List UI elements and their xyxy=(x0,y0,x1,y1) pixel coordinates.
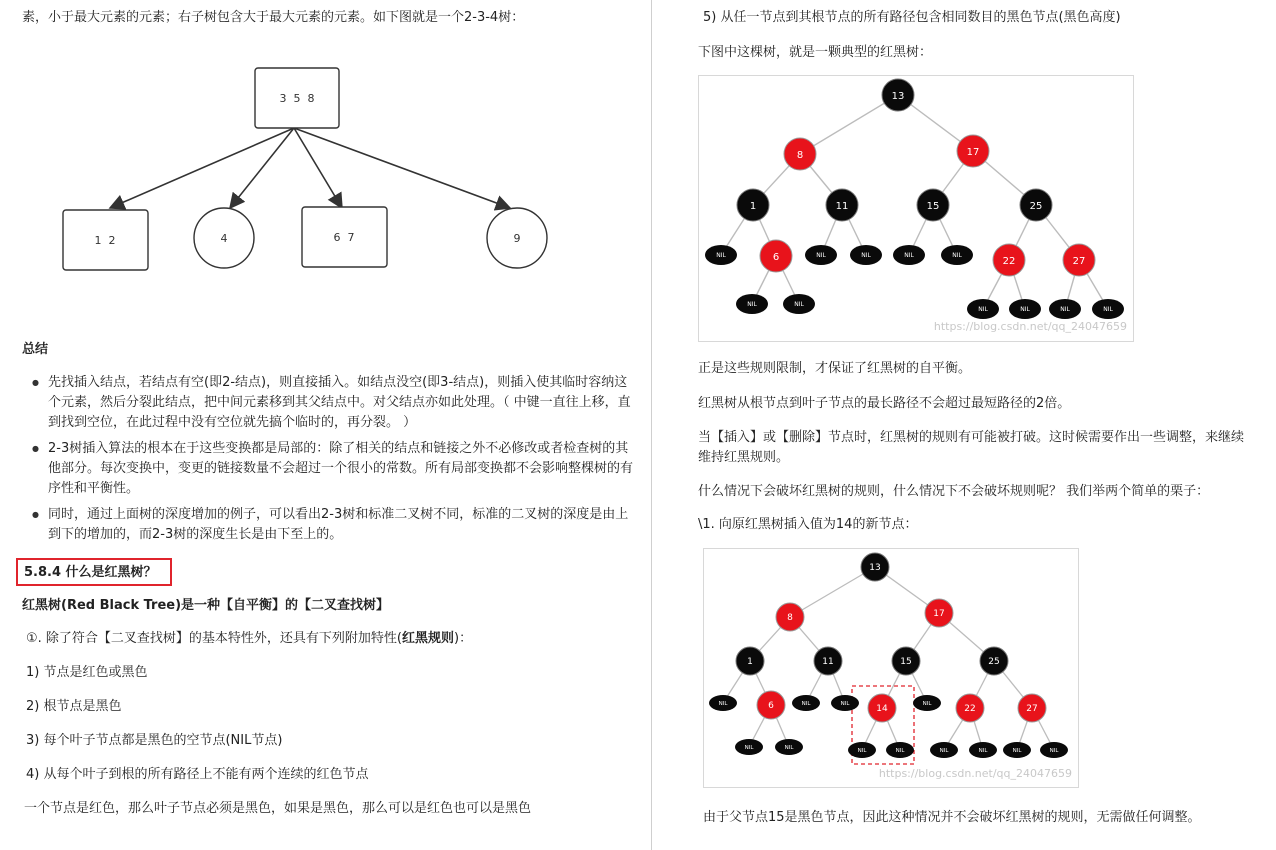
t1-label-22: 22 xyxy=(1002,256,1016,267)
section-heading-box xyxy=(16,558,172,586)
t2-nil-label-1: NIL xyxy=(718,701,728,707)
t1-nil-label-7: NIL xyxy=(794,301,804,308)
t2-nil-label-6: NIL xyxy=(784,745,794,751)
conclusion-text: 由于父节点15是黑色节点，因此这种情况并不会破坏红黑树的规则，无需做任何调整。 xyxy=(703,810,1201,825)
t1-nil-label-8: NIL xyxy=(978,306,988,313)
tree-234-label-4: 4 xyxy=(220,232,228,245)
t2-nil-label-11: NIL xyxy=(1012,748,1022,754)
tree-234-label-6-7: 6 7 xyxy=(333,231,355,244)
t1-nil-label-9: NIL xyxy=(1020,306,1030,313)
rb-tree-svg-1 xyxy=(699,76,1133,341)
t1-label-1: 1 xyxy=(749,201,757,212)
rule-4: 4) 从每个叶子到根的所有路径上不能有两个连续的红色节点 xyxy=(26,767,369,782)
t1-label-27: 27 xyxy=(1072,256,1086,267)
t1-nil-label-4: NIL xyxy=(904,252,914,259)
t1-label-8: 8 xyxy=(796,150,804,161)
summary-title: 总结 xyxy=(22,342,49,357)
example-1-title: \1. 向原红黑树插入值为14的新节点： xyxy=(698,517,918,532)
tree-234-edges xyxy=(110,128,510,208)
t2-nil-label-12: NIL xyxy=(1049,748,1059,754)
t2-nil-label-2: NIL xyxy=(801,701,811,707)
t2-label-8: 8 xyxy=(787,613,793,623)
edge-root-to-6-7 xyxy=(294,128,342,208)
t1-nil-label-11: NIL xyxy=(1103,306,1113,313)
t1-edge-13-8 xyxy=(800,95,898,154)
rb-tree-figure-2 xyxy=(703,548,1079,788)
t1-nil-label-6: NIL xyxy=(747,301,757,308)
property-intro xyxy=(26,629,472,649)
property-intro-suffix: )： xyxy=(454,631,473,646)
t2-nil-label-7: NIL xyxy=(857,748,867,754)
t2-label-22: 22 xyxy=(964,704,976,714)
section-heading: 5.8.4 什么是红黑树？ xyxy=(24,565,157,580)
tree-234-label-1-2: 1 2 xyxy=(94,234,116,247)
tree-234-label-9: 9 xyxy=(513,232,521,245)
t1-label-25: 25 xyxy=(1029,201,1043,212)
t2-label-11: 11 xyxy=(822,657,834,667)
edge-root-to-9 xyxy=(294,128,510,208)
summary-bullet-list xyxy=(22,373,638,551)
property-intro-prefix: ①. 除了符合【二叉查找树】的基本特性外，还具有下列附加特性( xyxy=(26,631,402,646)
t1-label-15: 15 xyxy=(926,201,940,212)
para-balance: 正是这些规则限制，才保证了红黑树的自平衡。 xyxy=(698,361,972,376)
t1-nil-label-5: NIL xyxy=(952,252,962,259)
t2-label-25: 25 xyxy=(988,657,1000,667)
typical-tree-intro: 下图中这棵树，就是一颗典型的红黑树： xyxy=(698,45,933,60)
rb-tree-svg-2 xyxy=(704,549,1078,787)
summary-bullet-2: ● 2-3树插入算法的根本在于这些变换都是局部的：除了相关的结点和链接之外不必修改或者检查树的其他部分。每次变换中，变更的链接数量不会超过一个很小的常数。所有局部变换都不会影响整棵树的有序性和平衡性。 xyxy=(48,439,638,499)
para-insert-line-1: 当【插入】或【删除】节点时，红黑树的规则有可能被打破。这时候需要作出一些调整，来继续 xyxy=(698,430,1245,445)
t2-label-17: 17 xyxy=(933,609,945,619)
t2-label-27: 27 xyxy=(1026,704,1038,714)
t2-nil-label-3: NIL xyxy=(840,701,850,707)
rbt-definition: 红黑树(Red Black Tree)是一种【自平衡】的【二叉查找树】 xyxy=(22,598,390,613)
t2-label-13: 13 xyxy=(869,563,881,573)
t1-watermark: https://blog.csdn.net/qq_24047659 xyxy=(933,320,1127,333)
t1-label-11: 11 xyxy=(835,201,849,212)
tree-234-diagram xyxy=(50,60,570,280)
rule-1: 1) 节点是红色或黑色 xyxy=(26,665,148,680)
t1-nil-label-3: NIL xyxy=(861,252,871,259)
color-note: 一个节点是红色，那么叶子节点必须是黑色，如果是黑色，那么可以是红色也可以是黑色 xyxy=(24,801,532,816)
t1-nil-label-2: NIL xyxy=(816,252,826,259)
t2-label-1: 1 xyxy=(747,657,753,667)
intro-text: 素，小于最大元素的元素；右子树包含大于最大元素的元素。如下图就是一个2-3-4树： xyxy=(22,10,525,25)
t2-label-15: 15 xyxy=(900,657,912,667)
t2-watermark: https://blog.csdn.net/qq_24047659 xyxy=(878,767,1072,780)
t1-label-6: 6 xyxy=(772,252,780,263)
t2-edge-13-8 xyxy=(790,567,875,617)
para-question: 什么情况下会破坏红黑树的规则，什么情况下不会破坏规则呢？ 我们举两个简单的栗子： xyxy=(698,484,1210,499)
para-path: 红黑树从根节点到叶子节点的最长路径不会超过最短路径的2倍。 xyxy=(698,396,1071,411)
property-intro-bold: 红黑规则 xyxy=(402,631,455,646)
t1-label-17: 17 xyxy=(966,147,980,158)
t1-nil-label-10: NIL xyxy=(1060,306,1070,313)
t2-nil-label-10: NIL xyxy=(978,748,988,754)
t1-label-13: 13 xyxy=(891,91,905,102)
rb-tree-figure-1 xyxy=(698,75,1134,342)
t2-nil-label-4: NIL xyxy=(922,701,932,707)
edge-root-to-1-2 xyxy=(110,128,294,208)
rule-3: 3) 每个叶子节点都是黑色的空节点(NIL节点) xyxy=(26,733,283,748)
t2-nil-label-8: NIL xyxy=(895,748,905,754)
t2-nil-label-9: NIL xyxy=(939,748,949,754)
t1-nil-label-1: NIL xyxy=(716,252,726,259)
t2-label-6: 6 xyxy=(768,701,774,711)
rule-2: 2) 根节点是黑色 xyxy=(26,699,122,714)
t2-label-14: 14 xyxy=(876,704,888,714)
column-divider xyxy=(651,0,652,850)
summary-bullet-1: ● 先找插入结点，若结点有空(即2-结点)，则直接插入。如结点没空(即3-结点)，则插入使其临时容纳这个元素，然后分裂此结点，把中间元素移到其父结点中。对父结点亦如此处理。（ 中键一直往上移，直到找到空位，在此过程中没有空位就先搞个临时的，再分裂。 ） xyxy=(48,373,638,433)
edge-root-to-4 xyxy=(230,128,294,208)
t2-nil-label-5: NIL xyxy=(744,745,754,751)
tree-234-root-label: 3 5 8 xyxy=(279,92,315,105)
para-insert-line-2: 维持红黑规则。 xyxy=(698,450,790,465)
summary-bullet-3: ● 同时，通过上面树的深度增加的例子，可以看出2-3树和标准二叉树不同，标准的二叉树的深度是由上到下的增加的，而2-3树的深度生长是由下至上的。 xyxy=(48,505,638,545)
rule-5: 5) 从任一节点到其根节点的所有路径包含相同数目的黑色节点(黑色高度) xyxy=(703,10,1121,25)
